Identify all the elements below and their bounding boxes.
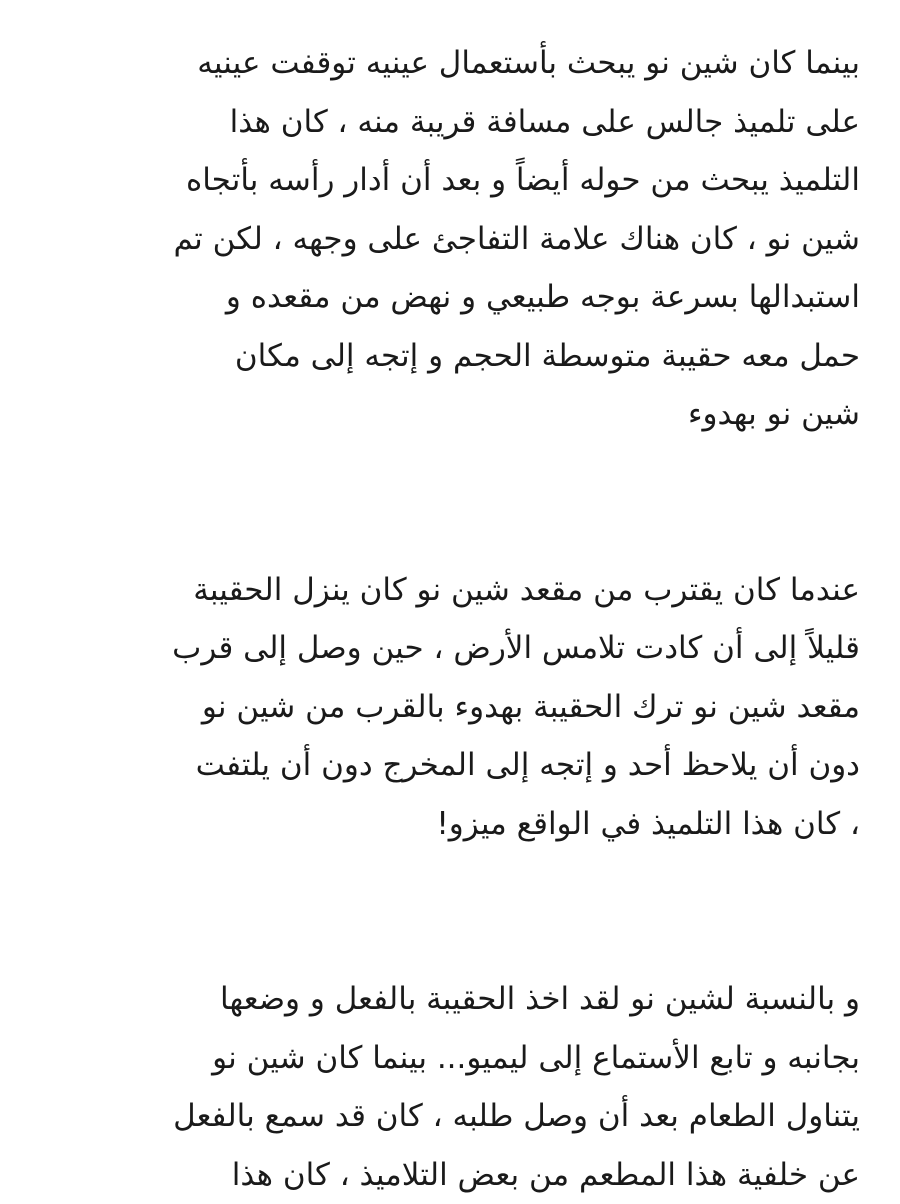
text-line: بجانبه و تابع الأستماع إلى ليميو... بينما كان شين نو [40,1029,860,1088]
paragraph-1 [40,34,860,444]
text-line: دون أن يلاحظ أحد و إتجه إلى المخرج دون أن يلتفت [40,736,860,795]
text-line: و بالنسبة لشين نو لقد اخذ الحقيبة بالفعل و وضعها [40,970,860,1029]
text-line: حمل معه حقيبة متوسطة الحجم و إتجه إلى مكان [40,327,860,386]
text-line: شين نو ، كان هناك علامة التفاجئ على وجهه ، لكن تم [40,210,860,269]
text-line: عندما كان يقترب من مقعد شين نو كان ينزل الحقيبة [40,561,860,620]
text-line: يتناول الطعام بعد أن وصل طلبه ، كان قد سمع بالفعل [40,1087,860,1146]
paragraph-2 [40,561,860,854]
paragraph-3 [40,970,860,1204]
text-line: قليلاً إلى أن كادت تلامس الأرض ، حين وصل إلى قرب [40,619,860,678]
paragraph-spacer [40,853,860,970]
text-line: مقعد شين نو ترك الحقيبة بهدوء بالقرب من شين نو [40,678,860,737]
text-line: التلميذ يبحث من حوله أيضاً و بعد أن أدار رأسه بأتجاه [40,151,860,210]
text-line: ، كان هذا التلميذ في الواقع ميزو! [40,795,860,854]
paragraph-spacer [40,444,860,561]
text-line: على تلميذ جالس على مسافة قريبة منه ، كان هذا [40,93,860,152]
text-line: استبدالها بسرعة بوجه طبيعي و نهض من مقعده و [40,268,860,327]
text-line: عن خلفية هذا المطعم من بعض التلاميذ ، كان هذا [40,1146,860,1204]
text-line: بينما كان شين نو يبحث بأستعمال عينيه توقفت عينيه [40,34,860,93]
text-line: شين نو بهدوء [40,385,860,444]
